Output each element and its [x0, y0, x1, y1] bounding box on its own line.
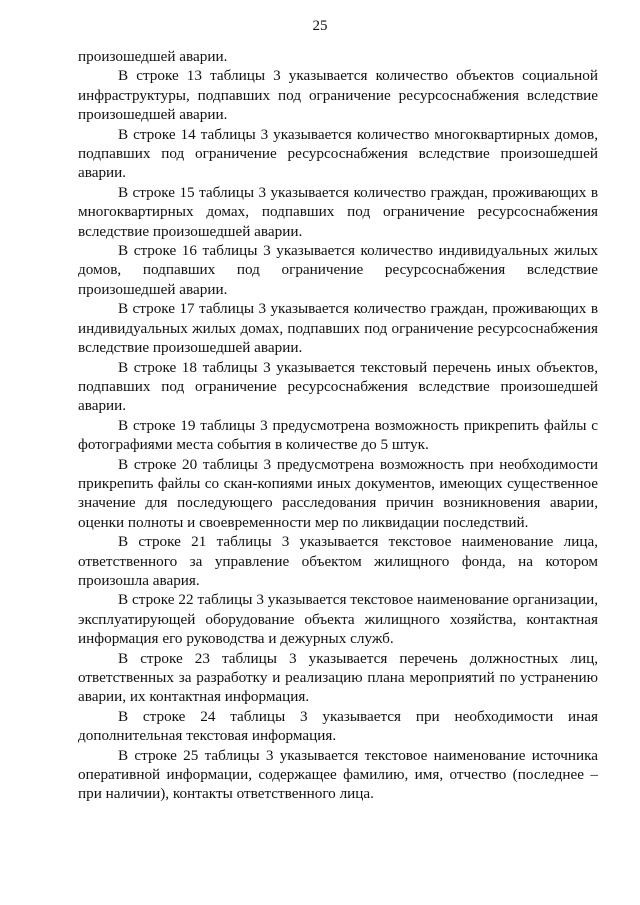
- paragraph: В строке 17 таблицы 3 указывается количество граждан, проживающих в индивидуальных жилых домах, подпавших под ограничение ресурсоснабжения вследствие произошедшей аварии.: [78, 300, 598, 357]
- paragraph: В строке 15 таблицы 3 указывается количество граждан, проживающих в многоквартирных домах, подпавших под ограничение ресурсоснабжения вследствие произошедшей аварии.: [78, 183, 598, 240]
- paragraph: В строке 18 таблицы 3 указывается текстовый перечень иных объектов, подпавших под ограничение ресурсоснабжения вследствие произошедшей аварии.: [78, 358, 598, 415]
- paragraph: В строке 25 таблицы 3 указывается текстовое наименование источника оперативной информации, содержащее фамилию, имя, отчество (последнее – при наличии), контакты ответственного лица.: [78, 746, 598, 803]
- page-number: 25: [312, 18, 328, 34]
- paragraph: В строке 22 таблицы 3 указывается текстовое наименование организации, эксплуатирующей оборудование объекта жилищного хозяйства, контактная информация его руководства и дежурных служб.: [78, 591, 598, 648]
- paragraph: В строке 13 таблицы 3 указывается количество объектов социальной инфраструктуры, подпавших под ограничение ресурсоснабжения вследствие произошедшей аварии.: [78, 67, 598, 124]
- paragraph: В строке 24 таблицы 3 указывается при необходимости иная дополнительная текстовая информация.: [78, 707, 598, 745]
- paragraph: В строке 21 таблицы 3 указывается текстовое наименование лица, ответственного за управление объектом жилищного фонда, на котором произошла авария.: [78, 533, 598, 589]
- paragraph: В строке 23 таблицы 3 указывается перечень должностных лиц, ответственных за разработку и реализацию плана мероприятий по устранению аварии, их контактная информация.: [78, 649, 598, 706]
- paragraph: В строке 14 таблицы 3 указывается количество многоквартирных домов, подпавших под ограничение ресурсоснабжения вследствие произошедшей аварии.: [78, 125, 598, 182]
- paragraph: В строке 16 таблицы 3 указывается количество индивидуальных жилых домов, подпавших под ограничение ресурсоснабжения вследствие произошедшей аварии.: [78, 242, 598, 298]
- document-body: [78, 47, 598, 804]
- paragraph: произошедшей аварии.: [78, 48, 228, 65]
- paragraph: В строке 19 таблицы 3 предусмотрена возможность прикрепить файлы с фотографиями места события в количестве до 5 штук.: [78, 416, 598, 454]
- paragraph: В строке 20 таблицы 3 предусмотрена возможность при необходимости прикрепить файлы со скан-копиями иных документов, имеющих существенное значение для последующего расследования причин возникновения аварии, оценки полноты и своевременности мер по ликвидации последствий.: [78, 455, 598, 531]
